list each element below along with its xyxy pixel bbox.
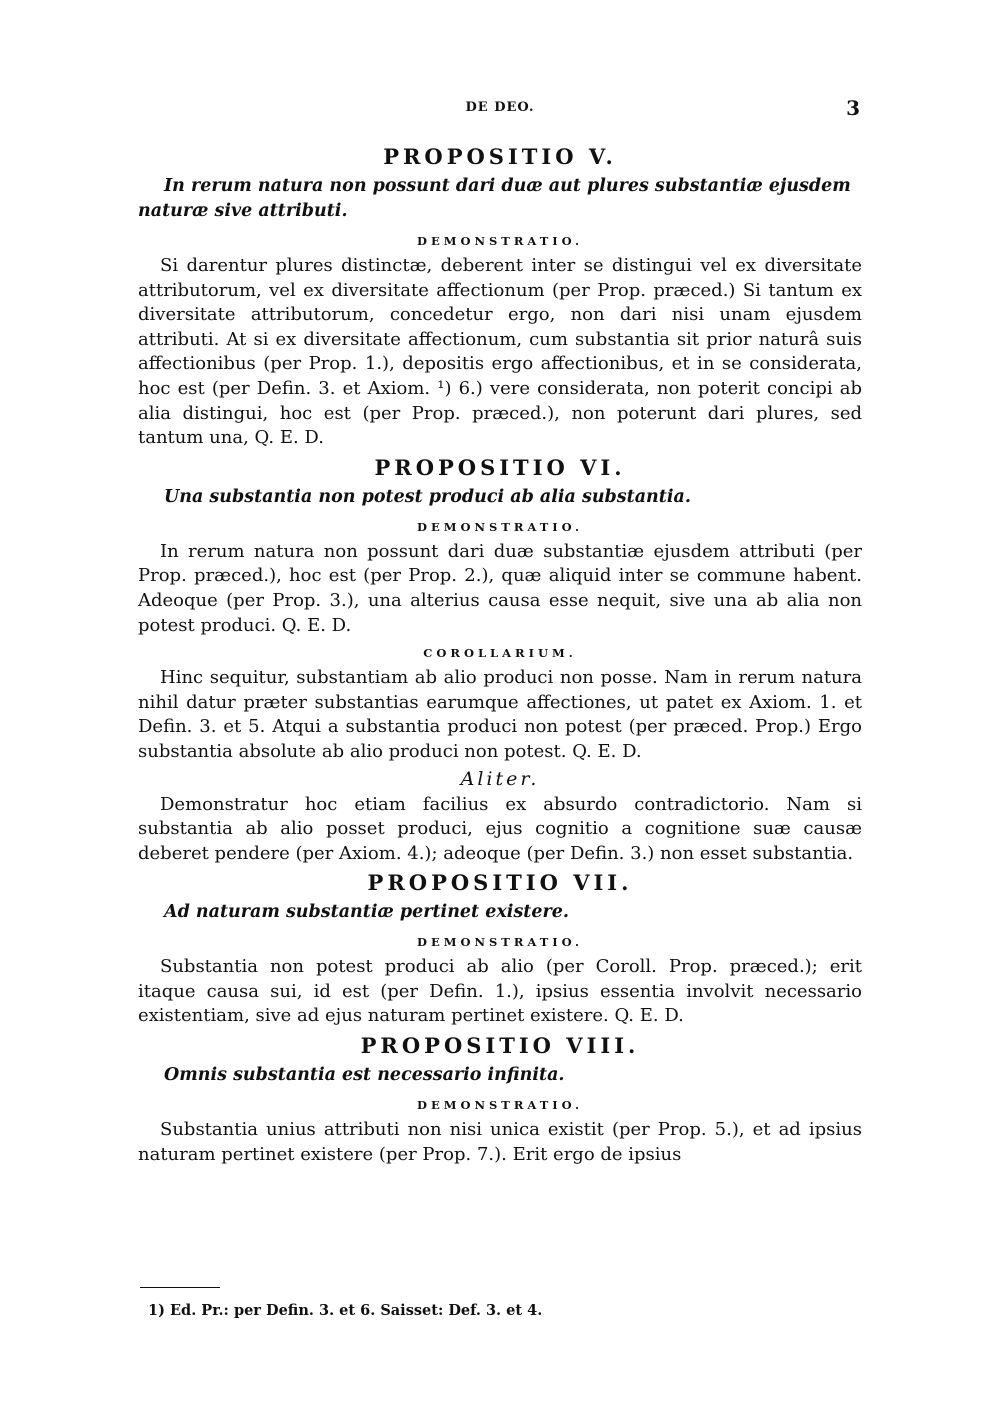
footnote-divider (140, 1287, 220, 1288)
footnote: 1) Ed. Pr.: per Defin. 3. et 6. Saisset: Def. 3. et 4. (148, 1302, 543, 1319)
aliter-text: Demonstratur hoc etiam facilius ex absurdo contradictorio. Nam si substantia ab alio posset produci, ejus cognitio a cognitione suæ causæ deberet pendere (per Axiom. 4.); adeoque (per Defin. 3.) non esset substantia. (138, 793, 862, 864)
proposition-statement: Una substantia non potest produci ab alia substantia. (164, 486, 691, 507)
proposition-statement: Omnis substantia est necessario infinita. (164, 1065, 565, 1086)
demonstratio-heading: DEMONSTRATIO. (417, 234, 583, 248)
corollarium-text: Hinc sequitur, substantiam ab alio produci non posse. Nam in rerum natura nihil datur præter substantias earumque affectiones, ut patet ex Axiom. 1. et Defin. 3. et 5. Atqui a substantia produci non potest (per præced. Prop.) Ergo substantia absolute ab alio produci non potest. Q. E. D. (138, 667, 862, 762)
corollarium-heading: COROLLARIUM. (423, 646, 577, 661)
proposition-title: PROPOSITIO VI. (374, 454, 626, 480)
proposition-statement: In rerum natura non possunt dari duæ aut plures substantiæ ejusdem naturæ sive attributi. (138, 176, 851, 221)
demonstratio-heading: DEMONSTRATIO. (417, 935, 583, 950)
page-number: 3 (846, 96, 860, 120)
proposition-6 (138, 451, 862, 867)
proposition-title: PROPOSITIO VII. (367, 870, 633, 896)
proposition-5 (138, 140, 862, 451)
running-title: DE DEO. (465, 100, 535, 115)
demonstratio-text: Substantia unius attributi non nisi unica existit (per Prop. 5.), et ad ipsius naturam pertinet existere (per Prop. 7.). Erit ergo de ipsius (138, 1119, 862, 1165)
demonstratio-text: Substantia non potest produci ab alio (per Coroll. Prop. præced.); erit itaque causa sui, id est (per Defin. 1.), ipsius essentia involvit necessario existentiam, sive ad ejus naturam pertinet existere. Q. E. D. (138, 956, 862, 1027)
page-body (138, 140, 862, 1167)
demonstratio-text: Si darentur plures distinctæ, deberent inter se distingui vel ex diversitate attributorum, vel ex diversitate affectionum (per Prop. præced.) Si tantum ex diversitate attributorum, concedetur ergo, non dari nisi unam ejusdem attributi. At si ex diversitate affectionum, cum substantia sit prior naturâ suis affectionibus (per Prop. 1.), depositis ergo affectionibus, et in se considerata, hoc est (per Defin. 3. et Axiom. ¹) 6.) vere considerata, non poterit concipi ab alia distingui, hoc est (per Prop. præced.), non poterunt dari plures, sed tantum una, Q. E. D. (138, 255, 862, 449)
demonstratio-heading: DEMONSTRATIO. (417, 1098, 583, 1113)
aliter-heading: Aliter. (460, 767, 540, 790)
proposition-title: PROPOSITIO V. (383, 144, 617, 169)
demonstratio-text: In rerum natura non possunt dari duæ substantiæ ejusdem attributi (per Prop. præced.), hoc est (per Prop. 2.), quæ aliquid inter se commune habent. Adeoque (per Prop. 3.), una alterius causa esse nequit, sive una ab alia non potest produci. Q. E. D. (138, 540, 862, 636)
demonstratio-heading: DEMONSTRATIO. (417, 519, 583, 534)
running-header (0, 96, 1000, 124)
proposition-title: PROPOSITIO VIII. (360, 1033, 640, 1059)
proposition-7 (138, 866, 862, 1029)
proposition-8 (138, 1029, 862, 1167)
proposition-statement: Ad naturam substantiæ pertinet existere. (164, 902, 569, 923)
